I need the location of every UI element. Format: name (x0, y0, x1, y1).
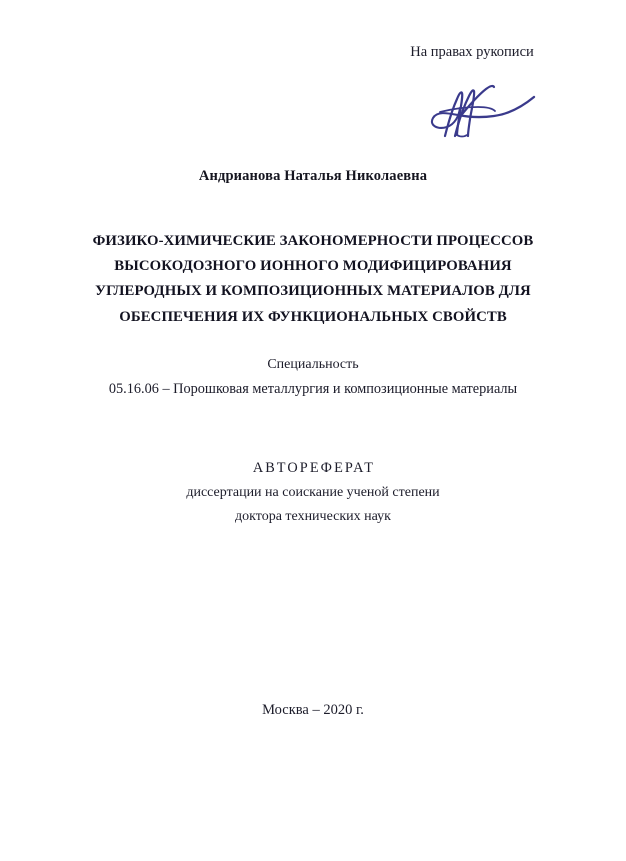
manuscript-note: На правах рукописи (410, 44, 534, 60)
dissertation-title (66, 229, 560, 330)
title-line-3: УГЛЕРОДНЫХ И КОМПОЗИЦИОННЫХ МАТЕРИАЛОВ ДЛЯ (95, 283, 531, 300)
abstract-line-2: доктора технических наук (235, 509, 391, 524)
specialty-code: 05.16.06 – Порошковая металлургия и композиционные материалы (108, 381, 518, 397)
title-line-2: ВЫСОКОДОЗНОГО ИОННОГО МОДИФИЦИРОВАНИЯ (114, 258, 512, 275)
abstract-block (0, 456, 626, 530)
place-and-year: Москва – 2020 г. (262, 702, 364, 718)
title-line-1: ФИЗИКО-ХИМИЧЕСКИЕ ЗАКОНОМЕРНОСТИ ПРОЦЕССОВ (92, 233, 534, 249)
specialty-label: Специальность (267, 357, 359, 372)
title-line-4: ОБЕСПЕЧЕНИЯ ИХ ФУНКЦИОНАЛЬНЫХ СВОЙСТВ (119, 308, 507, 325)
abstract-line-1: диссертации на соискание ученой степени (186, 484, 440, 500)
signature (414, 74, 546, 140)
author-name: Андрианова Наталья Николаевна (198, 168, 428, 184)
signature-icon (414, 74, 546, 140)
specialty-block (0, 352, 626, 402)
abstract-heading: АВТОРЕФЕРАТ (252, 460, 376, 476)
